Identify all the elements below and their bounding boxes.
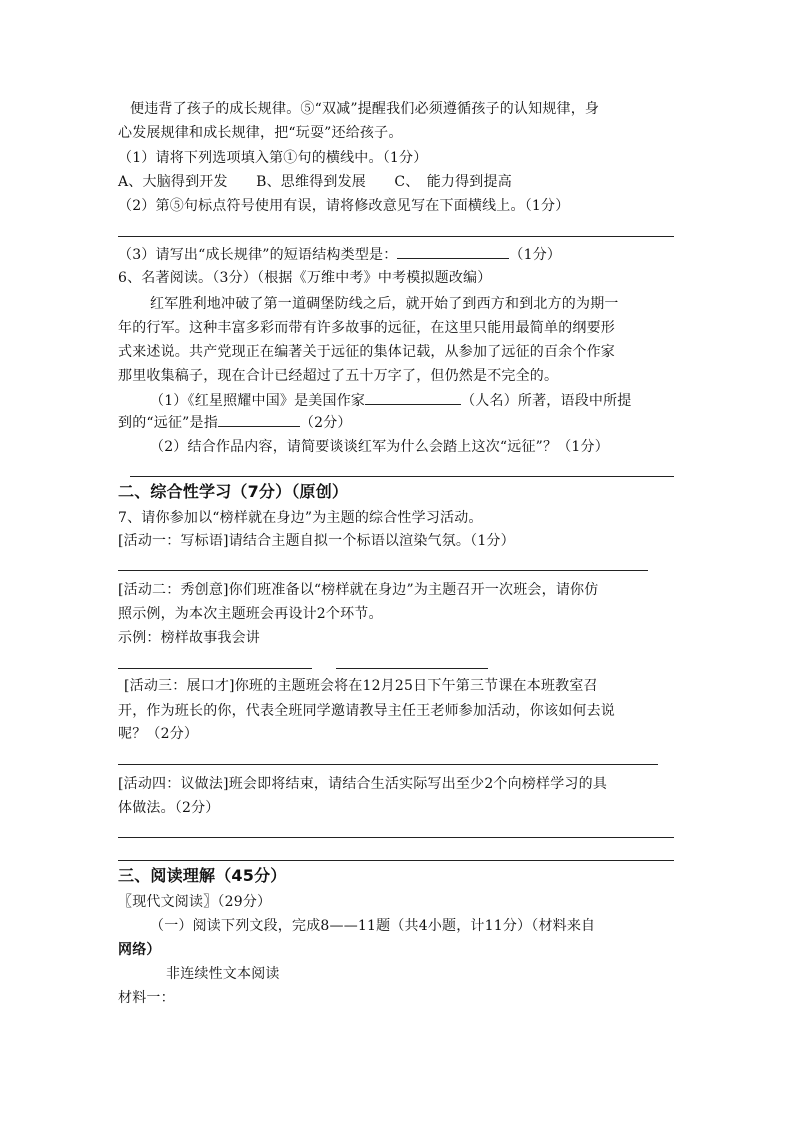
text-line: 非连续性文本阅读 xyxy=(166,966,280,982)
question-line: （1）请将下列选项填入第①句的横线中。（1分） xyxy=(118,150,428,166)
question-text-cont: （人名）所著，语段中所提 xyxy=(461,393,632,409)
answer-line xyxy=(118,236,674,237)
section-question: 6、名著阅读。（3分）（根据《万维中考》中考模拟题改编） xyxy=(118,270,492,286)
text-line: 呢？（2分） xyxy=(118,726,199,742)
question-line xyxy=(118,412,352,433)
activity-line: [活动一：写标语]请结合主题自拟一个标语以渲染气氛。（1分） xyxy=(118,533,515,549)
question-line: （2）结合作品内容，请简要谈谈红军为什么会踏上这次“远征”？（1分） xyxy=(150,439,609,455)
answer-line xyxy=(118,668,312,669)
options-line: A、大脑得到开发 B、思维得到发展 C、 能力得到提高 xyxy=(118,174,512,190)
text-line: 便违背了孩子的成长规律。⑤“双减”提醒我们必须遵循孩子的认知规律，身 xyxy=(130,101,600,117)
answer-line xyxy=(118,764,658,765)
passage-line: 红军胜利地冲破了第一道碉堡防线之后，就开始了到西方和到北方的为期一 xyxy=(150,296,619,312)
question-line: （2）第⑤句标点符号使用有误，请将修改意见写在下面横线上。（1分） xyxy=(118,198,570,214)
activity-line: [活动四：议做法]班会即将结束，请结合生活实际写出至少2个向榜样学习的具 xyxy=(118,776,608,792)
answer-line xyxy=(118,860,674,861)
question-text: 到的“远征”是指 xyxy=(118,415,218,431)
answer-line xyxy=(336,668,488,669)
text-line: 体做法。（2分） xyxy=(118,800,220,816)
text-line: 网络） xyxy=(118,942,161,958)
answer-line xyxy=(130,476,674,477)
section-heading: 三、阅读理解（45分） xyxy=(118,866,287,885)
example-line: 示例：榜样故事我会讲 xyxy=(118,630,260,646)
question-line xyxy=(118,244,561,265)
section-heading: 二、综合性学习（7分）（原创） xyxy=(118,482,349,501)
question-text: （3）请写出“成长规律”的短语结构类型是： xyxy=(118,247,398,263)
answer-blank xyxy=(218,412,300,427)
question-text: （1）《红星照耀中国》是美国作家 xyxy=(150,393,366,409)
activity-line: [活动三：展口才]你班的主题班会将在12月25日下午第三节课在本班教室召 xyxy=(124,678,598,694)
subsection-heading: 〖现代文阅读〗（29分） xyxy=(118,894,272,910)
question-line: 7、请你参加以“榜样就在身边”为主题的综合性学习活动。 xyxy=(118,510,483,526)
score-text: （1分） xyxy=(509,247,562,263)
activity-line: [活动二：秀创意]你们班准备以“榜样就在身边”为主题召开一次班会，请你仿 xyxy=(118,582,599,598)
answer-line xyxy=(118,570,648,571)
passage-line: 式来述说。共产党现正在编著关于远征的集体记载，从参加了远征的百余个作家 xyxy=(118,344,615,360)
material-label: 材料一： xyxy=(118,990,175,1006)
answer-blank xyxy=(365,390,461,405)
answer-line xyxy=(118,837,674,838)
text-line: 心发展规律和成长规律，把“玩耍”还给孩子。 xyxy=(118,125,403,141)
passage-line: 年的行军。这种丰富多彩而带有许多故事的远征，在这里只能用最简单的纲要形 xyxy=(118,320,615,336)
question-line: （一）阅读下列文段，完成8——11题（共4小题，计11分）（材料来自 xyxy=(150,918,596,934)
text-line: 开，作为班长的你，代表全班同学邀请教导主任王老师参加活动，你该如何去说 xyxy=(118,703,615,719)
question-line xyxy=(150,390,632,411)
passage-line: 那里收集稿子，现在合计已经超过了五十万字了，但仍然是不完全的。 xyxy=(118,368,559,384)
answer-blank xyxy=(397,244,509,259)
score-text: （2分） xyxy=(299,415,352,431)
text-line: 照示例，为本次主题班会再设计2个环节。 xyxy=(118,606,383,622)
